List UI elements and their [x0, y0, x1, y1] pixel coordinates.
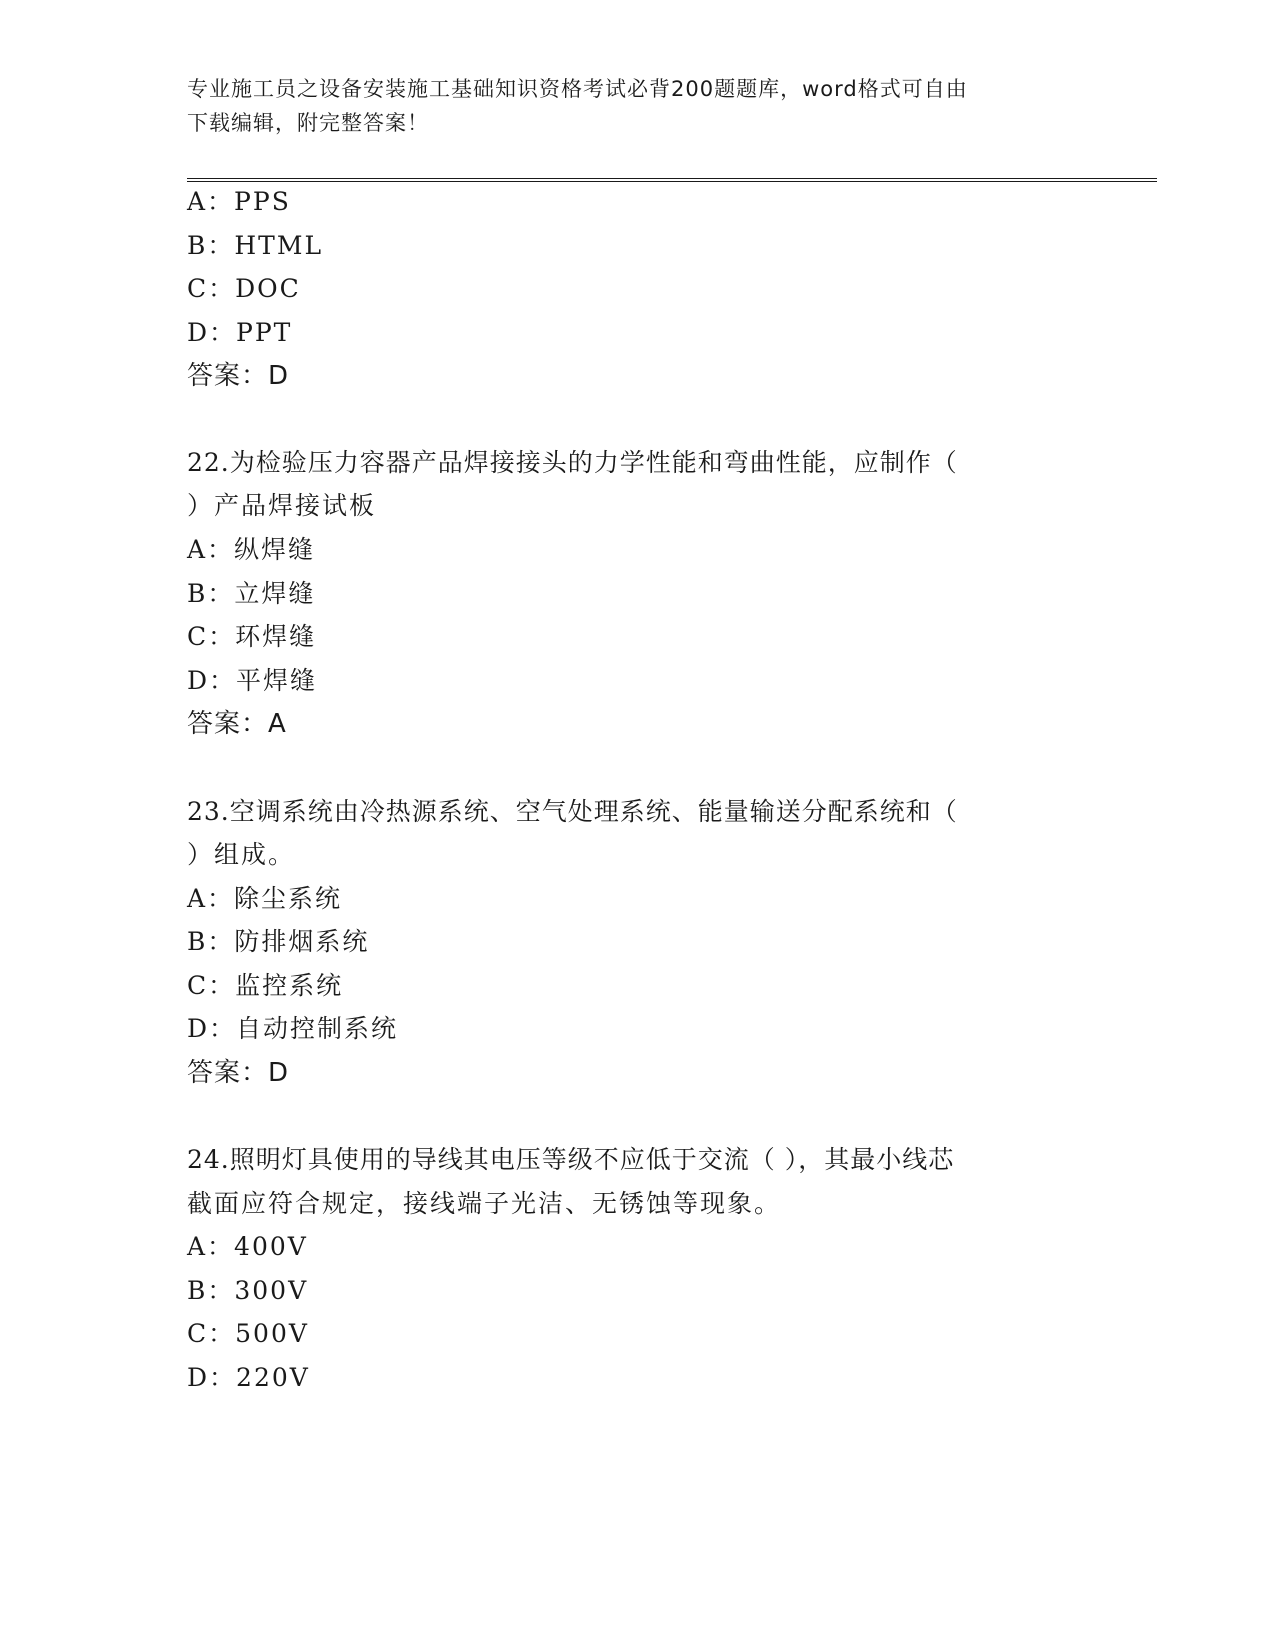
- question-stem-continued: 截面应符合规定，接线端子光洁、无锈蚀等现象。: [187, 1189, 782, 1218]
- question-stem-continued: ）组成。: [187, 840, 296, 869]
- option-b: B：300V: [187, 1276, 309, 1305]
- option-a: A：纵焊缝: [187, 535, 316, 564]
- option-b: B：HTML: [187, 231, 324, 260]
- question-stem: 22.为检验压力容器产品焊接接头的力学性能和弯曲性能，应制作（: [187, 448, 958, 477]
- option-d: D：平焊缝: [187, 666, 318, 695]
- option-a: A：除尘系统: [187, 884, 343, 913]
- option-a: A：400V: [187, 1232, 308, 1261]
- option-b: B：立焊缝: [187, 579, 316, 608]
- question-stem: 23.空调系统由冷热源系统、空气处理系统、能量输送分配系统和（: [187, 797, 958, 826]
- question-stem: 24.照明灯具使用的导线其电压等级不应低于交流（ ），其最小线芯: [187, 1145, 955, 1174]
- option-a: A：PPS: [187, 187, 291, 216]
- answer-line: 答案：A: [187, 709, 287, 739]
- header-line: 专业施工员之设备安装施工基础知识资格考试必背200题题库，word格式可自由: [187, 77, 968, 101]
- answer-line: 答案：D: [187, 1058, 290, 1088]
- option-c: C：监控系统: [187, 971, 344, 1000]
- option-d: D：PPT: [187, 318, 293, 347]
- option-d: D：220V: [187, 1363, 310, 1392]
- option-d: D：自动控制系统: [187, 1014, 399, 1043]
- header-line: 下载编辑，附完整答案！: [187, 111, 429, 135]
- header-divider: [187, 178, 1157, 182]
- document-header: [187, 72, 1067, 140]
- option-c: C：500V: [187, 1319, 309, 1348]
- option-c: C：DOC: [187, 274, 301, 303]
- option-b: B：防排烟系统: [187, 927, 370, 956]
- question-stem-continued: ）产品焊接试板: [187, 491, 377, 520]
- option-c: C：环焊缝: [187, 622, 317, 651]
- answer-line: 答案：D: [187, 361, 290, 391]
